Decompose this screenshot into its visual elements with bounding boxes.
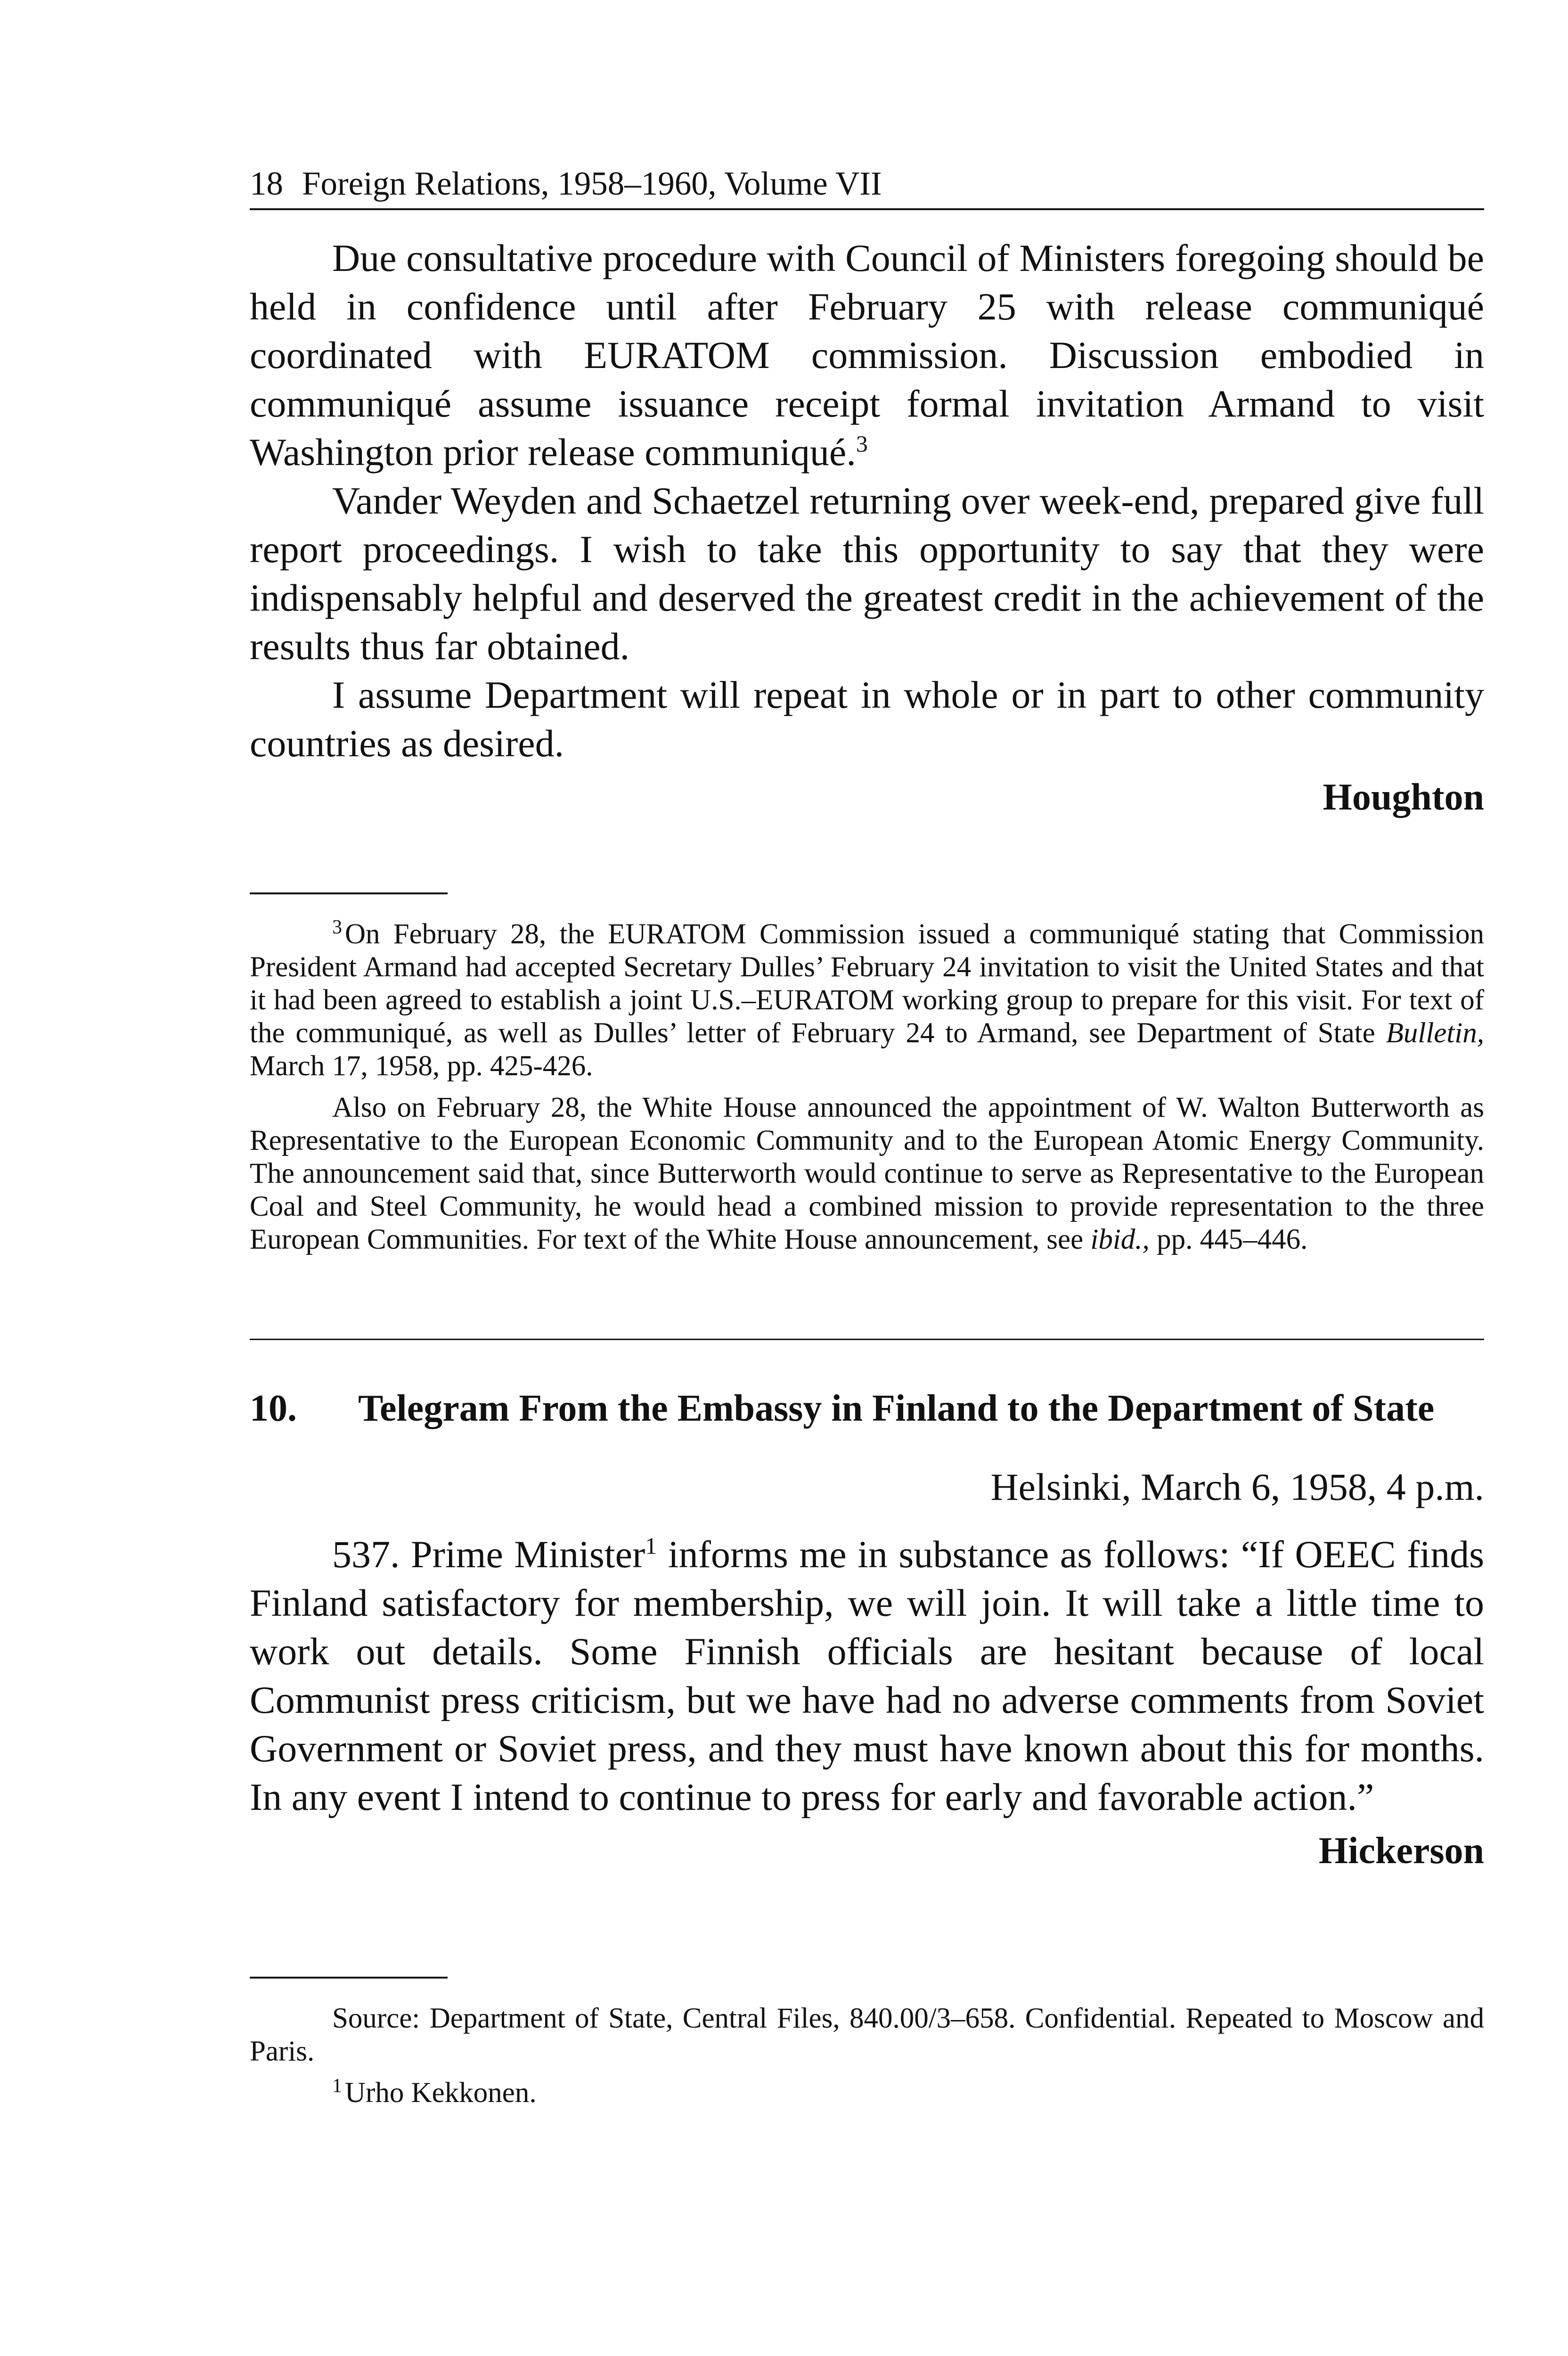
footnote-divider	[250, 1977, 448, 1979]
paragraph	[250, 234, 1484, 476]
footnote-marker: 1	[332, 2075, 342, 2097]
paragraph: I assume Department will repeat in whole or in part to other community countries as desired.	[250, 673, 1484, 765]
footnotes	[250, 918, 1484, 1256]
footnote-text: pp. 445–446.	[1149, 1224, 1308, 1255]
footnote-text: On February 28, the EURATOM Commission issued a communiqué stating that Commission President Armand had accepted Secretary Dulles’ February 24 invitation to visit the United States and that it had been agreed to establish a joint U.S.–EURATOM working group to prepare for this visit. For text of the communiqué, as well as Dulles’ letter of February 24 to Armand, see Department of State	[250, 918, 1484, 1049]
document-10-body	[250, 1530, 1484, 1821]
signature-hickerson: Hickerson	[1318, 1830, 1484, 1872]
footnote-text: Urho Kekkonen.	[345, 2077, 537, 2109]
footnote-3	[250, 918, 1484, 1083]
footnote-3-continued	[250, 1091, 1484, 1256]
document-9-body	[250, 234, 1484, 768]
document-10-heading	[250, 1385, 1484, 1432]
footnote-text: Also on February 28, the White House announced the appointment of W. Walton Butterworth as Representative to the European Economic Community and to the European Atomic Energy Community. The announcement said that, since Butterworth would continue to serve as Representative to the European Coal and Steel Community, he would head a combined mission to provide representation to the three European Communities. For text of the White House announcement, see	[250, 1092, 1484, 1255]
footnote-marker: 3	[332, 916, 342, 938]
dateline: Helsinki, March 6, 1958, 4 p.m.	[990, 1465, 1484, 1508]
footnote-italic: ibid.,	[1090, 1224, 1150, 1255]
running-head	[250, 167, 1484, 210]
document-10-notes	[250, 2002, 1484, 2110]
document-page	[250, 167, 1484, 2118]
paragraph-text: 537. Prime Minister	[332, 1533, 645, 1576]
section-divider	[250, 1339, 1484, 1340]
paragraph	[250, 1530, 1484, 1821]
paragraph: Vander Weyden and Schaetzel returning over week-end, prepared give full report proceedings. I wish to take this opportunity to say that they were indispensably helpful and deserved the greatest credit in the achievement of the results thus far obtained.	[250, 479, 1484, 668]
footnote-1	[250, 2077, 1484, 2110]
page-number: 18	[250, 165, 283, 202]
signature-houghton: Houghton	[1323, 777, 1484, 818]
footnote-ref: 3	[856, 430, 868, 457]
source-note: Source: Department of State, Central Files, 840.00/3–658. Confidential. Repeated to Moscow and Paris.	[250, 2003, 1484, 2067]
volume-title: Foreign Relations, 1958–1960, Volume VII	[302, 165, 882, 202]
document-title: Telegram From the Embassy in Finland to the Department of State	[358, 1388, 1435, 1429]
paragraph-text: Due consultative procedure with Council of Ministers foregoing should be held in confidence until after February 25 with release communiqué coordinated with EURATOM commission. Discussion embodied in communiqué assume issuance receipt formal invitation Armand to visit Washington prior release communiqué.	[250, 237, 1484, 474]
footnote-divider	[250, 892, 448, 894]
footnote-ref: 1	[645, 1532, 657, 1559]
footnote-text: March 17, 1958, pp. 425-426.	[250, 1050, 593, 1082]
document-number: 10.	[250, 1388, 297, 1429]
paragraph-text: informs me in substance as follows: “If OEEC finds Finland satisfactory for membership, we will join. It will take a little time to work out details. Some Finnish officials are hesitant because of local Communist press criticism, but we have had no adverse comments from Soviet Government or Soviet press, and they must have known about this for months. In any event I intend to continue to press for early and favorable action.”	[250, 1533, 1485, 1818]
footnote-italic: Bulletin,	[1386, 1017, 1484, 1049]
